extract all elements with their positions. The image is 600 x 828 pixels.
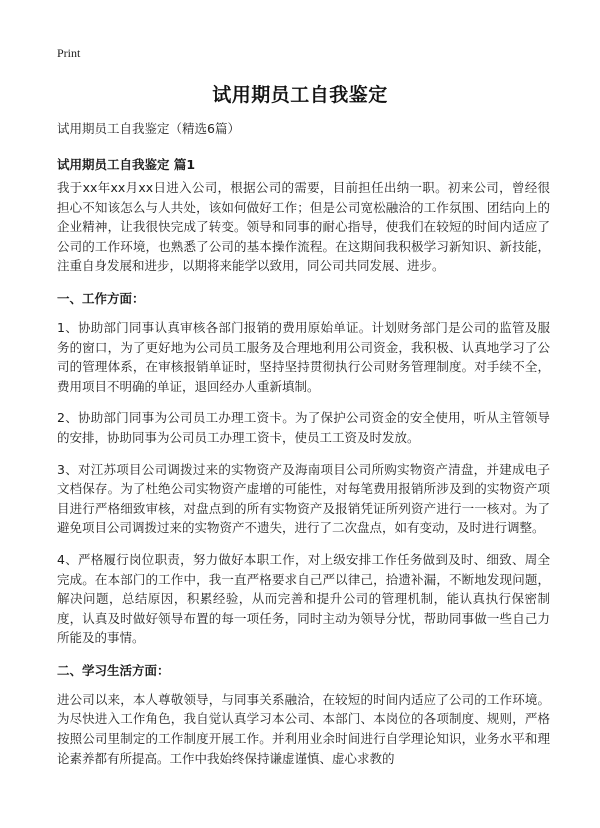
work-item-4: 4、严格履行岗位职责，努力做好本职工作，对上级安排工作任务做到及时、细致、周全完成。在本部门的工作中，我一直严格要求自己严以律己，拾遗补漏，不断地发现问题，解决问题，总结原因，积累经验，从而完善和提升公司的管理机制，能认真执行保密制度，认真及时做好领导布置的每一项任务，同时主动为领导分忧，帮助同事做一些自己力所能及的事情。 [57,551,550,646]
document-body [57,120,550,780]
document-subtitle: 试用期员工自我鉴定（精选6篇） [57,121,240,136]
work-item-3: 3、对江苏项目公司调拨过来的实物资产及海南项目公司所购实物资产清盘，并建成电子文档保存。为了杜绝公司实物资产虚增的可能性，对每笔费用报销所涉及到的实物资产项目进行严格细致审核，对盘点到的所有实物资产及报销凭证所列资产进行一一核对。为了避免项目公司调拨过来的实物资产不遗失，进行了二次盘点，如有变动，及时进行调整。 [57,461,550,536]
study-life-paragraph: 进公司以来，本人尊敬领导，与同事关系融洽，在较短的时间内适应了公司的工作环境。为尽快进入工作角色，我自觉认真学习本公司、本部门、本岗位的各项制度、规则，严格按照公司里制定的工作制度开展工作。并利用业余时间进行自学理论知识，业务水平和理论素养都有所提高。工作中我始终保持谦虚谨慎、虚心求教的 [57,691,550,766]
intro-paragraph: 我于xx年xx月xx日进入公司，根据公司的需要，目前担任出纳一职。初来公司，曾经很担心不知该怎么与人共处，该如何做好工作；但是公司宽松融洽的工作氛围、团结向上的企业精神，让我很快完成了转变。领导和同事的耐心指导，使我们在较短的时间内适应了公司的工作环境，也熟悉了公司的基本操作流程。在这期间我积极学习新知识、新技能，注重自身发展和进步，以期将来能学以致用，同公司共同发展、进步。 [57,180,550,274]
work-item-2: 2、协助部门同事为公司员工办理工资卡。为了保护公司资金的安全使用，听从主管领导的安排，协助同事为公司员工办理工资卡，使员工工资及时发放。 [57,410,550,445]
print-link[interactable]: Print [57,46,81,60]
section-heading-study-life: 二、学习生活方面： [57,662,170,678]
article-heading: 试用期员工自我鉴定 篇1 [57,157,196,172]
work-item-1: 1、协助部门同事认真审核各部门报销的费用原始单证。计划财务部门是公司的监管及服务的窗口，为了更好地为公司员工服务及合理地利用公司资金，我积极、认真地学习了公司的管理体系，在审核报销单证时，坚持坚持贯彻执行公司财务管理制度。对手续不全，费用项目不明确的单证，退回经办人重新填制。 [57,319,550,394]
page-title: 试用期员工自我鉴定 [212,84,388,106]
section-heading-work: 一、工作方面： [57,290,145,306]
